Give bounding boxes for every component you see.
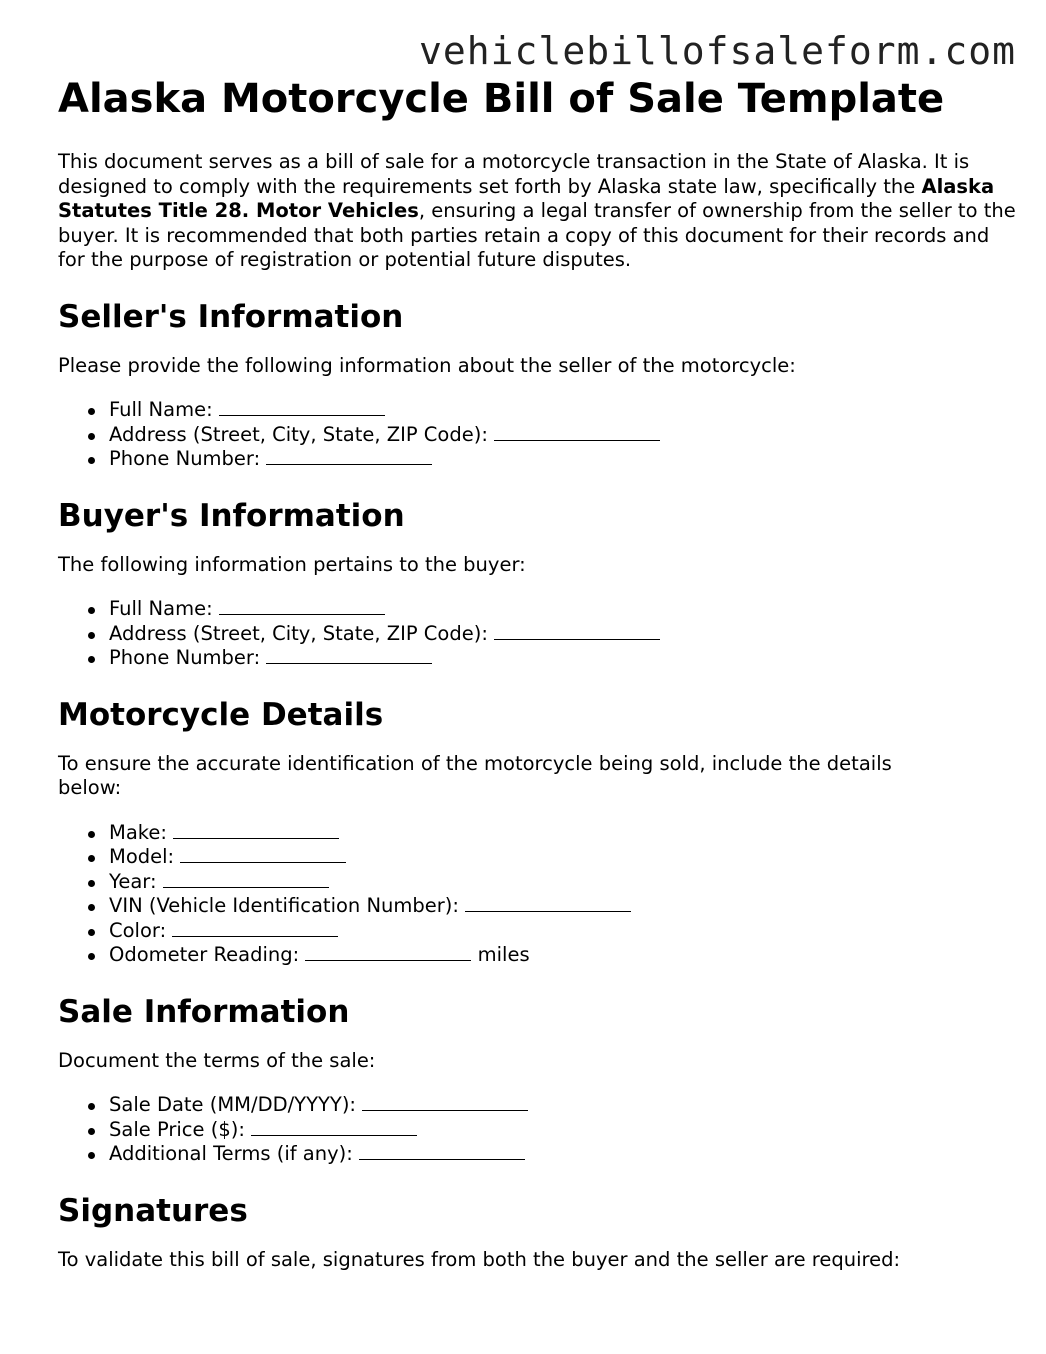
field-label: Sale Price ($): (109, 1117, 245, 1141)
vin-field[interactable] (109, 894, 1018, 919)
blank-line[interactable] (180, 847, 346, 863)
blank-line[interactable] (362, 1095, 528, 1111)
seller-full-name-field[interactable] (109, 398, 1018, 423)
field-label: Make: (109, 820, 167, 844)
blank-line[interactable] (163, 872, 329, 888)
odometer-field[interactable] (109, 943, 1018, 968)
blank-line[interactable] (172, 921, 338, 937)
field-label: VIN (Vehicle Identification Number): (109, 894, 459, 917)
site-watermark: vehiclebillofsaleform.com (419, 29, 1016, 73)
field-label: Model: (109, 845, 175, 868)
color-field[interactable] (109, 919, 1018, 944)
motorcycle-fields (58, 821, 1018, 968)
year-field[interactable] (109, 870, 1018, 895)
motorcycle-prompt: To ensure the accurate identification of the motorcycle being sold, include the details below: (58, 751, 892, 799)
field-label: Full Name: (109, 398, 213, 421)
buyer-phone-field[interactable] (109, 646, 1018, 671)
buyer-heading: Buyer's Information (58, 497, 405, 534)
blank-line[interactable] (494, 425, 660, 441)
buyer-address-field[interactable] (109, 622, 1018, 647)
model-field[interactable] (109, 845, 1018, 870)
seller-prompt: Please provide the following information about the seller of the motorcycle: (58, 353, 796, 377)
field-label: Address (Street, City, State, ZIP Code): (109, 621, 488, 645)
sale-price-field[interactable] (109, 1118, 1018, 1143)
odometer-unit: miles (477, 943, 530, 966)
additional-terms-field[interactable] (109, 1142, 1018, 1167)
blank-line[interactable] (173, 823, 339, 839)
make-field[interactable] (109, 821, 1018, 846)
document-body (58, 76, 1018, 1272)
statute-reference: Alaska Statutes Title 28. Motor Vehicles (58, 174, 995, 222)
motorcycle-heading: Motorcycle Details (58, 696, 384, 733)
intro-paragraph (58, 150, 1018, 273)
signatures-heading: Signatures (58, 1192, 248, 1229)
blank-line[interactable] (494, 624, 660, 640)
field-label: Additional Terms (if any): (109, 1142, 353, 1165)
sale-date-field[interactable] (109, 1093, 1018, 1118)
page-title: Alaska Motorcycle Bill of Sale Template (58, 76, 945, 122)
sale-fields (58, 1093, 1018, 1167)
field-label: Color: (109, 918, 167, 942)
blank-line[interactable] (266, 648, 432, 664)
signatures-prompt: To validate this bill of sale, signatures from both the buyer and the seller are required: (58, 1247, 901, 1271)
seller-heading: Seller's Information (58, 298, 404, 335)
intro-text-start: This document serves as a bill of sale for a motorcycle transaction in the State of Alaska. It is designed to comply with the requirements set forth by Alaska state law, specifically the (58, 150, 970, 198)
field-label: Full Name: (109, 597, 213, 620)
blank-line[interactable] (251, 1120, 417, 1136)
blank-line[interactable] (219, 599, 385, 615)
buyer-prompt: The following information pertains to the buyer: (58, 552, 526, 576)
buyer-fields (58, 597, 1018, 671)
field-label: Year: (109, 869, 157, 893)
blank-line[interactable] (359, 1144, 525, 1160)
sale-heading: Sale Information (58, 993, 350, 1030)
buyer-full-name-field[interactable] (109, 597, 1018, 622)
blank-line[interactable] (219, 400, 385, 416)
field-label: Odometer Reading: (109, 943, 300, 966)
field-label: Sale Date (MM/DD/YYYY): (109, 1093, 356, 1116)
field-label: Phone Number: (109, 646, 261, 669)
seller-phone-field[interactable] (109, 447, 1018, 472)
field-label: Address (Street, City, State, ZIP Code): (109, 422, 488, 446)
seller-fields (58, 398, 1018, 472)
blank-line[interactable] (305, 945, 471, 961)
seller-address-field[interactable] (109, 423, 1018, 448)
blank-line[interactable] (465, 896, 631, 912)
field-label: Phone Number: (109, 447, 261, 470)
sale-prompt: Document the terms of the sale: (58, 1048, 376, 1072)
intro-text-end: , ensuring a legal transfer of ownership from the seller to the buyer. It is recommended that both parties retain a copy of this document for their records and for the purpose of registration or potential future disputes. (58, 199, 1016, 271)
blank-line[interactable] (266, 449, 432, 465)
